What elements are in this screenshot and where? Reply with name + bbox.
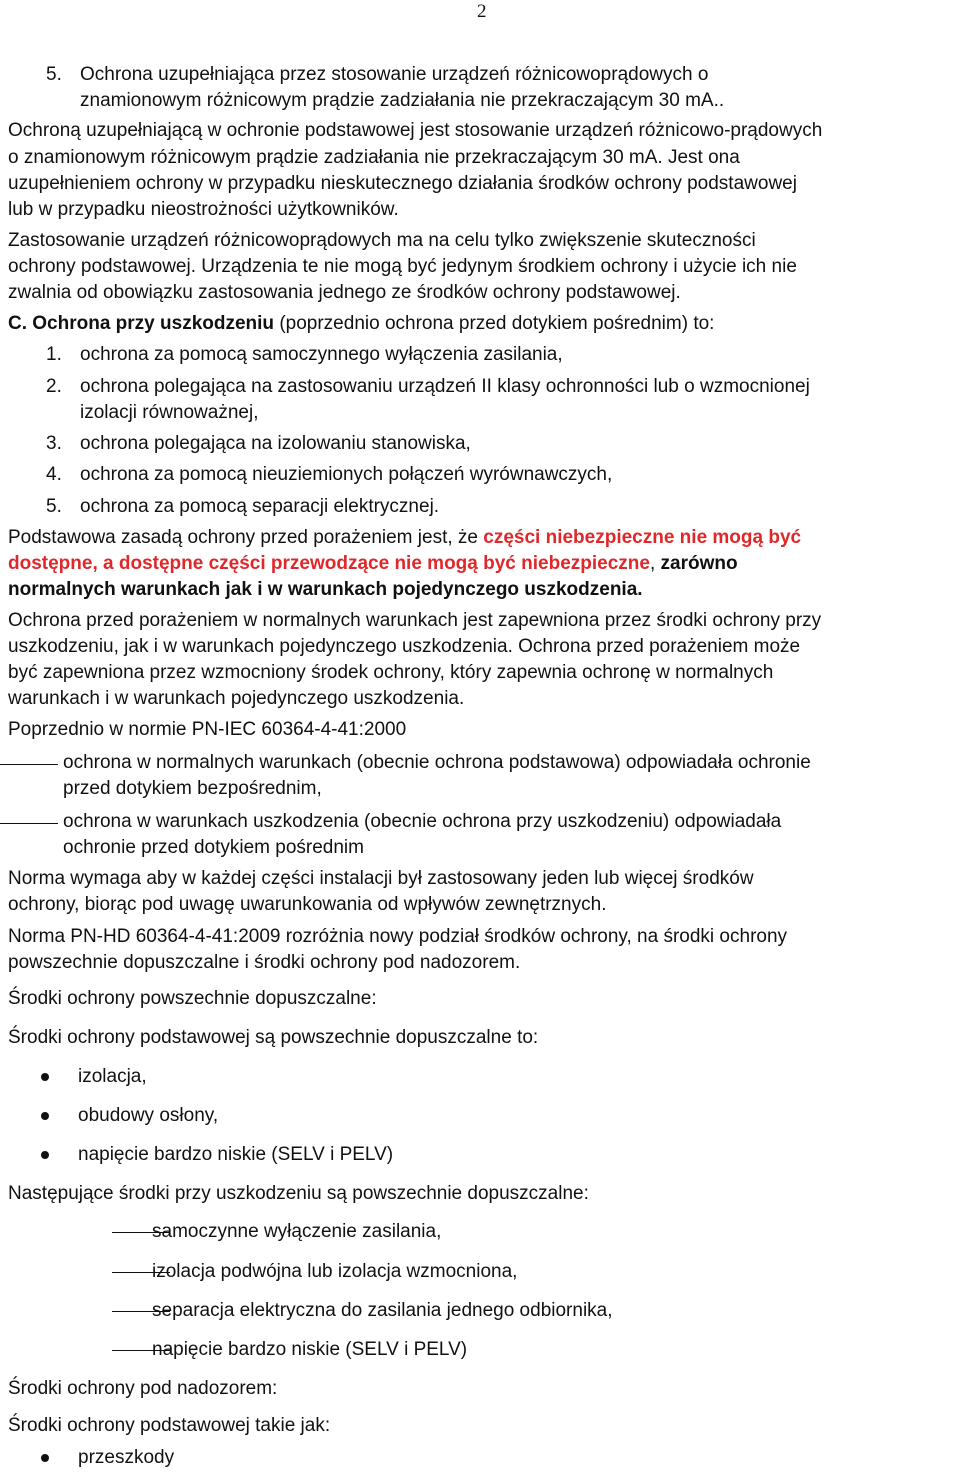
previous-item-line: przed dotykiem bezpośrednim, xyxy=(63,778,322,799)
basic-item: obudowy osłony, xyxy=(78,1105,219,1126)
bullet-icon xyxy=(41,1073,49,1081)
basic-item: izolacja, xyxy=(78,1066,147,1087)
norm-hd-line: powszechnie dopuszczalne i środki ochrony pod nadozorem. xyxy=(8,952,521,973)
principle-line3: normalnych warunkach jak i w warunkach pojedynczego uszkodzenia. xyxy=(8,579,643,600)
sectionC-heading-rest: (poprzednio ochrona przed dotykiem pośrednim) to: xyxy=(274,313,715,334)
page-number: 2 xyxy=(477,1,487,22)
fault-item: separacja elektryczna do zasilania jednego odbiornika, xyxy=(152,1300,613,1321)
sectionC-heading-bold: C. Ochrona przy uszkodzeniu xyxy=(8,313,275,334)
protection-line: warunkach i w warunkach pojedynczego uszkodzenia. xyxy=(8,688,465,709)
principle-text: , xyxy=(649,553,661,574)
sectionC-item-text: ochrona za pomocą separacji elektrycznej. xyxy=(80,496,440,517)
fault-heading: Następujące środki przy uszkodzeniu są powszechnie dopuszczalne: xyxy=(8,1183,589,1204)
sectionC-heading xyxy=(8,311,714,337)
previous-norm-heading: Poprzednio w normie PN-IEC 60364-4-41:2000 xyxy=(8,719,407,740)
section5-p1-line: lub w przypadku nieostrożności użytkowników. xyxy=(8,199,399,220)
fault-item: izolacja podwójna lub izolacja wzmocniona, xyxy=(152,1261,518,1282)
section5-number: 5. xyxy=(46,64,62,85)
principle-bold: zarówno xyxy=(660,553,738,574)
sectionC-item-text: ochrona polegająca na izolowaniu stanowiska, xyxy=(80,433,471,454)
principle-line1 xyxy=(8,525,801,551)
norm-req-line: ochrony, biorąc pod uwagę uwarunkowania od wpływów zewnętrznych. xyxy=(8,894,607,915)
sectionC-item-num: 3. xyxy=(46,433,62,454)
general-heading: Środki ochrony powszechnie dopuszczalne: xyxy=(8,988,377,1009)
section5-p1-line: Ochroną uzupełniającą w ochronie podstawowej jest stosowanie urządzeń różnicowo-prądowych xyxy=(8,120,823,141)
previous-item-line: ochrona w normalnych warunkach (obecnie ochrona podstawowa) odpowiadała ochronie xyxy=(63,752,811,773)
bullet-icon xyxy=(41,1151,49,1159)
supervised-item: przeszkody xyxy=(78,1447,175,1468)
sectionC-item-text: ochrona za pomocą nieuziemionych połączeń wyrównawczych, xyxy=(80,464,613,485)
sectionC-item-num: 5. xyxy=(46,496,62,517)
norm-hd-line: Norma PN-HD 60364-4-41:2009 rozróżnia nowy podział środków ochrony, na środki ochrony xyxy=(8,926,788,947)
sectionC-item-text: ochrona za pomocą samoczynnego wyłączenia zasilania, xyxy=(80,344,563,365)
protection-line: być zapewniona przez wzmocniony środek ochrony, który zapewnia ochronę w normalnych xyxy=(8,662,774,683)
section5-p2-line: ochrony podstawowej. Urządzenia te nie mogą być jedynym środkiem ochrony i użycie ich nie xyxy=(8,256,797,277)
sectionC-item-text: ochrona polegająca na zastosowaniu urządzeń II klasy ochronności lub o wzmocnionej xyxy=(80,376,810,397)
section5-title-line1: Ochrona uzupełniająca przez stosowanie urządzeń różnicowoprądowych o xyxy=(80,64,709,85)
fault-item: samoczynne wyłączenie zasilania, xyxy=(152,1221,442,1242)
principle-highlight: części niebezpieczne nie mogą być xyxy=(483,527,802,548)
dash-bullet xyxy=(0,764,58,765)
section5-p1-line: o znamionowym różnicowym prądzie zadziałania nie przekraczającym 30 mA. Jest ona xyxy=(8,147,740,168)
supervised-basic-heading: Środki ochrony podstawowej takie jak: xyxy=(8,1415,331,1436)
supervised-heading: Środki ochrony pod nadozorem: xyxy=(8,1378,278,1399)
protection-line: uszkodzeniu, jak i w warunkach pojedynczego uszkodzenia. Ochrona przed porażeniem może xyxy=(8,636,801,657)
fault-item: napięcie bardzo niskie (SELV i PELV) xyxy=(152,1339,468,1360)
sectionC-item-text-cont: izolacji równoważnej, xyxy=(80,402,259,423)
protection-line: Ochrona przed porażeniem w normalnych warunkach jest zapewniona przez środki ochrony przy xyxy=(8,610,822,631)
bullet-icon xyxy=(41,1112,49,1120)
section5-p2-line: zwalnia od obowiązku zastosowania jednego ze środków ochrony podstawowej. xyxy=(8,282,681,303)
sectionC-item-num: 1. xyxy=(46,344,62,365)
previous-item-line: ochrona w warunkach uszkodzenia (obecnie ochrona przy uszkodzeniu) odpowiadała xyxy=(63,811,782,832)
basic-heading: Środki ochrony podstawowej są powszechnie dopuszczalne to: xyxy=(8,1027,539,1048)
bullet-icon xyxy=(41,1454,49,1462)
basic-item: napięcie bardzo niskie (SELV i PELV) xyxy=(78,1144,394,1165)
norm-req-line: Norma wymaga aby w każdej części instalacji był zastosowany jeden lub więcej środków xyxy=(8,868,754,889)
previous-item-line: ochronie przed dotykiem pośrednim xyxy=(63,837,364,858)
dash-bullet xyxy=(0,823,58,824)
principle-highlight: dostępne, a dostępne części przewodzące nie mogą być niebezpieczne xyxy=(8,553,650,574)
sectionC-item-num: 4. xyxy=(46,464,62,485)
section5-p2-line: Zastosowanie urządzeń różnicowoprądowych ma na celu tylko zwiększenie skuteczności xyxy=(8,230,756,251)
sectionC-item-num: 2. xyxy=(46,376,62,397)
section5-title-line2: znamionowym różnicowym prądzie zadziałania nie przekraczającym 30 mA.. xyxy=(80,90,725,111)
principle-text: Podstawowa zasadą ochrony przed porażeniem jest, że xyxy=(8,527,484,548)
section5-p1-line: uzupełnieniem ochrony w przypadku nieskutecznego działania środków ochrony podstawowej xyxy=(8,173,797,194)
principle-line2 xyxy=(8,551,738,577)
